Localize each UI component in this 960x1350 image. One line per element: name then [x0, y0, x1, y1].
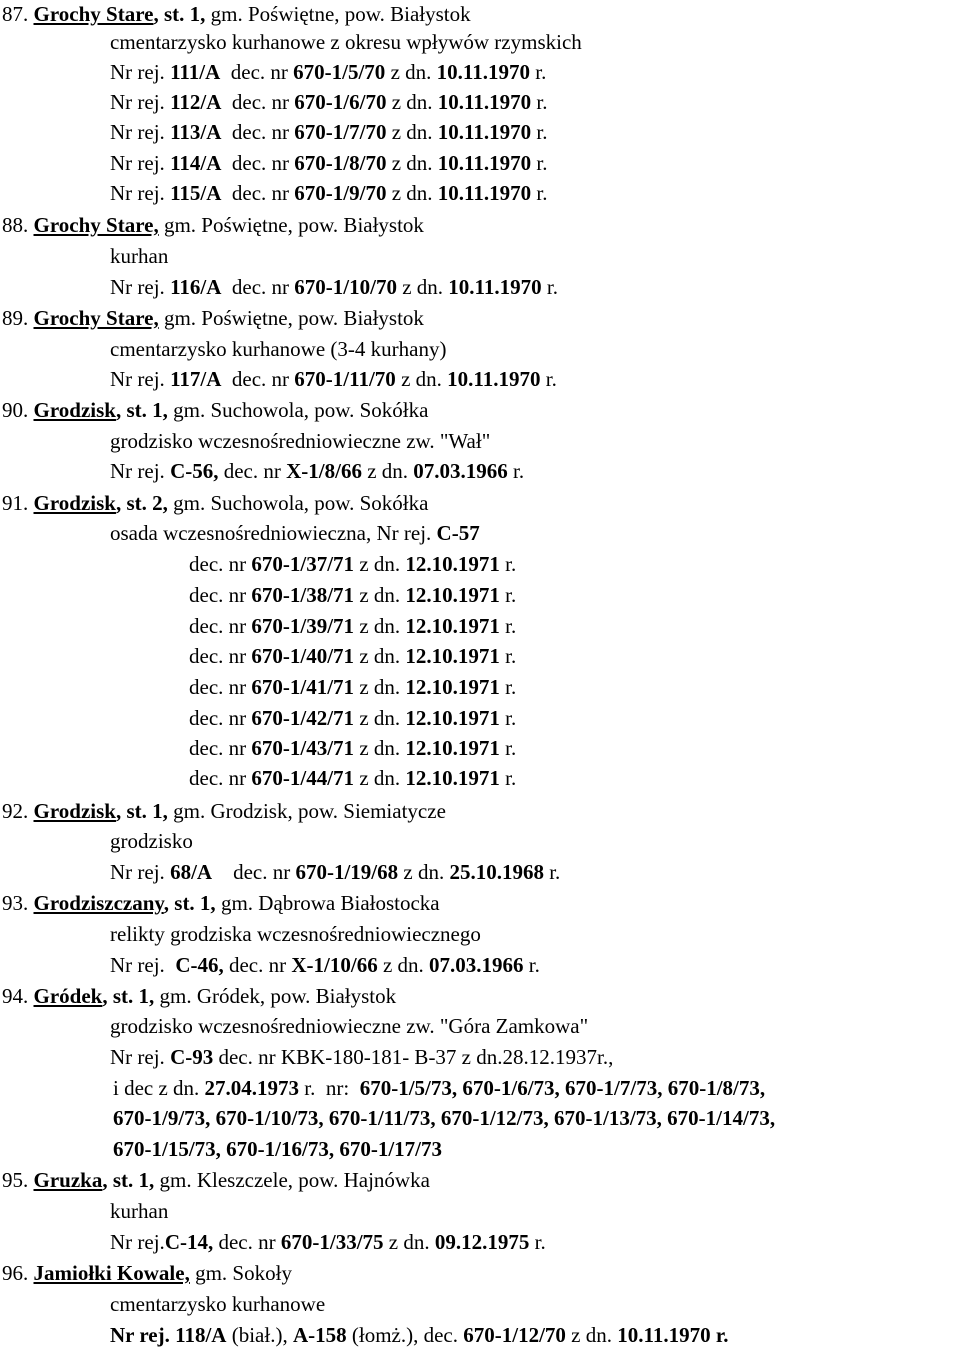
place-name: Jamiołki Kowale, — [33, 1261, 190, 1285]
entry-92-description: grodzisko — [110, 829, 193, 853]
entry-94-reg-1: Nr rej. C-93 dec. nr KBK-180-181- B-37 z dn.28.12.1937r., — [110, 1045, 614, 1069]
entry-94-reg-2: i dec z dn. 27.04.1973 r. nr: 670-1/5/73, 670-1/6/73, 670-1/7/73, 670-1/8/73, — [113, 1076, 766, 1100]
entry-87-description: cmentarzysko kurhanowe z okresu wpływów rzymskich — [110, 30, 582, 54]
entry-91-dec-4: dec. nr 670-1/40/71 z dn. 12.10.1971 r. — [189, 644, 517, 668]
entry-95-reg-1: Nr rej.C-14, dec. nr 670-1/33/75 z dn. 09.12.1975 r. — [110, 1230, 546, 1254]
entry-87-reg-2: Nr rej. 112/A dec. nr 670-1/6/70 z dn. 10.11.1970 r. — [110, 90, 548, 114]
entry-90-reg-1: Nr rej. C-56, dec. nr X-1/8/66 z dn. 07.03.1966 r. — [110, 459, 525, 483]
entry-88-header: 88. Grochy Stare, gm. Poświętne, pow. Białystok — [2, 213, 424, 237]
place-name: Grodzisk — [33, 398, 116, 422]
entry-92-reg-1: Nr rej. 68/A dec. nr 670-1/19/68 z dn. 25.10.1968 r. — [110, 860, 561, 884]
entry-96-description: cmentarzysko kurhanowe — [110, 1292, 326, 1316]
entry-88-reg-1: Nr rej. 116/A dec. nr 670-1/10/70 z dn. 10.11.1970 r. — [110, 275, 558, 299]
entry-87-reg-1: Nr rej. 111/A dec. nr 670-1/5/70 z dn. 10.11.1970 r. — [110, 60, 547, 84]
place-name: Gródek — [33, 984, 103, 1008]
entry-89-description: cmentarzysko kurhanowe (3-4 kurhany) — [110, 337, 447, 361]
entry-90-description: grodzisko wczesnośredniowieczne zw. "Wał" — [110, 429, 491, 453]
entry-91-description: osada wczesnośredniowieczna, Nr rej. C-57 — [110, 521, 480, 545]
entry-93-header: 93. Grodziszczany, st. 1, gm. Dąbrowa Białostocka — [2, 891, 440, 915]
entry-89-reg-1: Nr rej. 117/A dec. nr 670-1/11/70 z dn. 10.11.1970 r. — [110, 367, 557, 391]
place-name: Grodziszczany — [33, 891, 164, 915]
place-name: Grodzisk — [33, 491, 116, 515]
entry-94-header: 94. Gródek, st. 1, gm. Gródek, pow. Białystok — [2, 984, 397, 1008]
entry-91-dec-7: dec. nr 670-1/43/71 z dn. 12.10.1971 r. — [189, 736, 517, 760]
entry-94-description: grodzisko wczesnośredniowieczne zw. "Góra Zamkowa" — [110, 1014, 589, 1038]
entry-91-dec-3: dec. nr 670-1/39/71 z dn. 12.10.1971 r. — [189, 614, 517, 638]
entry-91-dec-2: dec. nr 670-1/38/71 z dn. 12.10.1971 r. — [189, 583, 517, 607]
place-name: Gruzka — [33, 1168, 103, 1192]
entry-87-reg-3: Nr rej. 113/A dec. nr 670-1/7/70 z dn. 10.11.1970 r. — [110, 120, 548, 144]
entry-96-reg-1: Nr rej. 118/A (biał.), A-158 (łomż.), dec. 670-1/12/70 z dn. 10.11.1970 r. — [110, 1323, 729, 1347]
entry-91-dec-5: dec. nr 670-1/41/71 z dn. 12.10.1971 r. — [189, 675, 517, 699]
entry-89-header: 89. Grochy Stare, gm. Poświętne, pow. Białystok — [2, 306, 424, 330]
entry-93-description: relikty grodziska wczesnośredniowiecznego — [110, 922, 481, 946]
entry-91-dec-1: dec. nr 670-1/37/71 z dn. 12.10.1971 r. — [189, 552, 517, 576]
entry-91-header: 91. Grodzisk, st. 2, gm. Suchowola, pow. Sokółka — [2, 491, 429, 515]
entry-95-description: kurhan — [110, 1199, 169, 1223]
entry-87-reg-4: Nr rej. 114/A dec. nr 670-1/8/70 z dn. 10.11.1970 r. — [110, 151, 548, 175]
place-name: Grodzisk — [33, 799, 116, 823]
entry-91-dec-6: dec. nr 670-1/42/71 z dn. 12.10.1971 r. — [189, 706, 517, 730]
entry-93-reg-1: Nr rej. C-46, dec. nr X-1/10/66 z dn. 07.03.1966 r. — [110, 953, 540, 977]
entry-95-header: 95. Gruzka, st. 1, gm. Kleszczele, pow. Hajnówka — [2, 1168, 430, 1192]
entry-91-dec-8: dec. nr 670-1/44/71 z dn. 12.10.1971 r. — [189, 766, 517, 790]
entry-90-header: 90. Grodzisk, st. 1, gm. Suchowola, pow. Sokółka — [2, 398, 429, 422]
entry-87-header: 87. Grochy Stare, st. 1, gm. Poświętne, pow. Białystok — [2, 2, 471, 26]
entry-94-reg-4: 670-1/15/73, 670-1/16/73, 670-1/17/73 — [113, 1137, 442, 1161]
place-name: Grochy Stare — [33, 2, 154, 26]
entry-94-reg-3: 670-1/9/73, 670-1/10/73, 670-1/11/73, 670-1/12/73, 670-1/13/73, 670-1/14/73, — [113, 1106, 776, 1130]
entry-92-header: 92. Grodzisk, st. 1, gm. Grodzisk, pow. Siemiatycze — [2, 799, 446, 823]
entry-96-header: 96. Jamiołki Kowale, gm. Sokoły — [2, 1261, 292, 1285]
place-name: Grochy Stare, — [33, 306, 159, 330]
entry-88-description: kurhan — [110, 244, 169, 268]
place-name: Grochy Stare, — [33, 213, 159, 237]
entry-87-reg-5: Nr rej. 115/A dec. nr 670-1/9/70 z dn. 10.11.1970 r. — [110, 181, 548, 205]
